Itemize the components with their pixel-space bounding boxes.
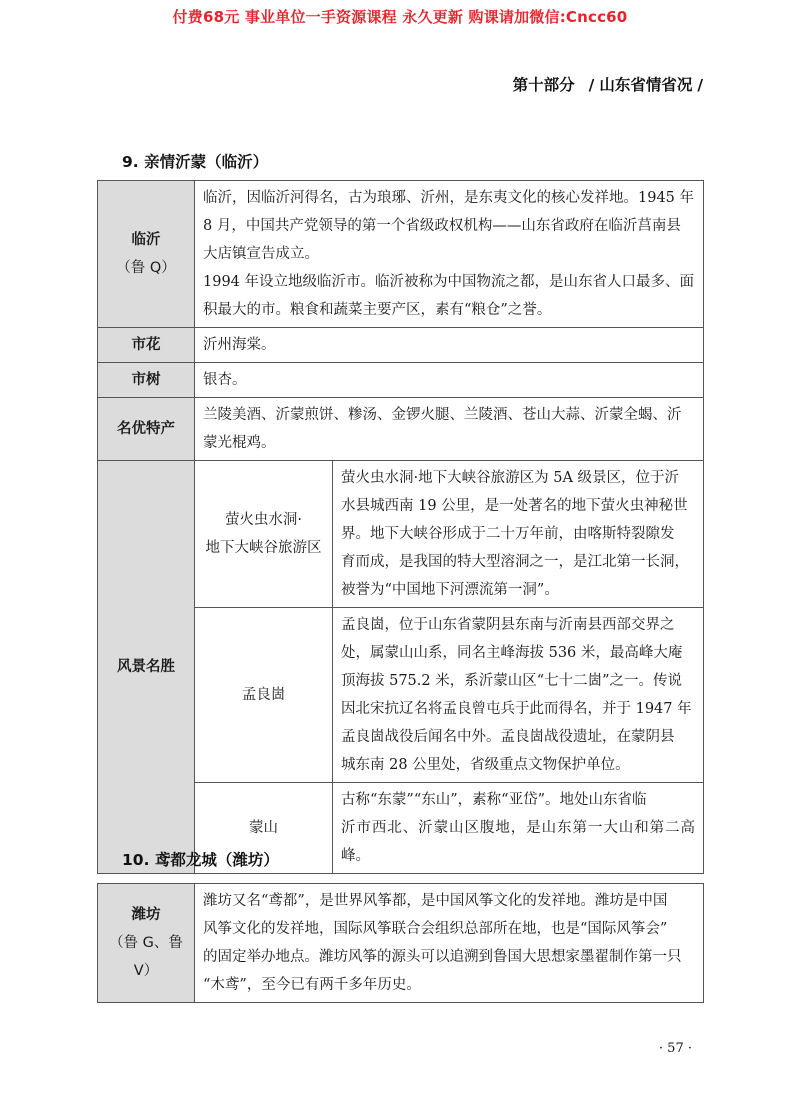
scenic-desc-line: 顶海拔 575.2 米，系沂蒙山区“七十二崮”之一。传说	[341, 673, 683, 689]
intro-line: 1994 年设立地级临沂市。临沂被称为中国物流之都，是山东省人口最多、面	[203, 274, 695, 290]
table-row	[98, 461, 704, 608]
scenic-name	[195, 461, 333, 608]
linyi-table	[97, 180, 704, 874]
row-head-tree: 市树	[98, 363, 195, 398]
scenic-desc-line: 被誉为“中国地下河漂流第一洞”。	[341, 582, 559, 598]
scenic-desc	[333, 608, 704, 783]
specialty-line: 蒙光棍鸡。	[203, 435, 276, 451]
scenic-desc	[333, 783, 704, 874]
intro-line: 8 月，中国共产党领导的第一个省级政权机构——山东省政府在临沂莒南县	[203, 218, 681, 234]
scenic-desc-line: 因北宋抗辽名将孟良曾屯兵于此而得名，并于 1947 年	[341, 701, 692, 717]
scenic-name-line: 孟良崮	[241, 687, 286, 703]
city-tree: 银杏。	[195, 363, 704, 398]
page-number: · 57 ·	[658, 1041, 692, 1056]
city-code: （鲁 G、鲁 V）	[109, 935, 183, 979]
intro-line: 临沂，因临沂河得名，古为琅琊、沂州，是东夷文化的核心发祥地。1945 年	[203, 190, 695, 206]
scenic-desc	[333, 461, 704, 608]
scenic-desc-line: 古称“东蒙”“东山”，素称“亚岱”。地处山东省临	[341, 792, 647, 808]
scenic-desc-line: 育而成，是我国的特大型溶洞之一，是江北第一长洞，	[341, 554, 689, 570]
page-header	[513, 73, 703, 95]
top-banner: 付费68元 事业单位一手资源课程 永久更新 购课请加微信:Cncc60	[172, 8, 628, 26]
scenic-name-line: 地下大峡谷旅游区	[205, 540, 322, 556]
header-slash: /	[588, 76, 595, 94]
intro-line: 潍坊又名“鸢都”，是世界风筝都，是中国风筝文化的发祥地。潍坊是中国	[203, 893, 668, 909]
scenic-desc-line: 城东南 28 公里处，省级重点文物保护单位。	[341, 757, 630, 773]
header-part: 第十部分	[512, 76, 575, 94]
intro-line: “木鸢”，至今已有两千多年历史。	[203, 977, 421, 993]
city-flower: 沂州海棠。	[195, 328, 704, 363]
city-intro	[195, 181, 704, 328]
city-code: （鲁 Q）	[116, 260, 176, 276]
scenic-desc-line: 界。地下大峡谷形成于二十万年前，由喀斯特裂隙发	[341, 526, 675, 542]
row-head-city	[98, 181, 195, 328]
table-row	[98, 363, 704, 398]
scenic-desc-line: 处，属蒙山山系，同名主峰海拔 536 米，最高峰大庵	[341, 645, 683, 661]
scenic-name	[195, 608, 333, 783]
intro-line: 大店镇宣告成立。	[203, 246, 319, 262]
row-head-city	[98, 884, 195, 1003]
section-title-weifang: 10. 鸢都龙城（潍坊）	[122, 851, 279, 869]
scenic-desc-line: 沂市西北、沂蒙山区腹地，是山东第一大山和第二高峰。	[341, 820, 696, 864]
scenic-name-line: 蒙山	[249, 820, 278, 836]
header-title: 山东省情省况	[599, 76, 693, 94]
city-intro	[195, 884, 704, 1003]
scenic-desc-line: 孟良崮，位于山东省蒙阴县东南与沂南县西部交界之	[341, 617, 675, 633]
city-name: 临沂	[131, 232, 161, 248]
scenic-desc-line: 水县城西南 19 公里，是一处著名的地下萤火虫神秘世	[341, 498, 688, 514]
scenic-desc-line: 萤火虫水洞·地下大峡谷旅游区为 5A 级景区，位于沂	[341, 470, 680, 486]
row-head-specialty: 名优特产	[98, 398, 195, 461]
intro-line: 积最大的市。粮食和蔬菜主要产区，素有“粮仓”之誉。	[203, 302, 552, 318]
table-row	[98, 398, 704, 461]
city-specialty	[195, 398, 704, 461]
weifang-table	[97, 883, 704, 1003]
intro-line: 风筝文化的发祥地，国际风筝联合会组织总部所在地，也是“国际风筝会”	[203, 921, 668, 937]
intro-line: 的固定举办地点。潍坊风筝的源头可以追溯到鲁国大思想家墨翟制作第一只	[203, 949, 682, 965]
section-title-linyi: 9. 亲情沂蒙（临沂）	[122, 153, 269, 171]
table-row	[98, 328, 704, 363]
table-row	[98, 884, 704, 1003]
row-head-flower: 市花	[98, 328, 195, 363]
city-name: 潍坊	[131, 907, 161, 923]
scenic-desc-line: 孟良崮战役后闻名中外。孟良崮战役遗址，在蒙阴县	[341, 729, 675, 745]
table-row	[98, 181, 704, 328]
scenic-name-line: 萤火虫水洞·	[224, 512, 303, 528]
row-head-scenic: 风景名胜	[98, 461, 195, 874]
specialty-line: 兰陵美酒、沂蒙煎饼、糁汤、金锣火腿、兰陵酒、苍山大蒜、沂蒙全蝎、沂	[203, 407, 682, 423]
header-slash-end: /	[697, 76, 703, 94]
